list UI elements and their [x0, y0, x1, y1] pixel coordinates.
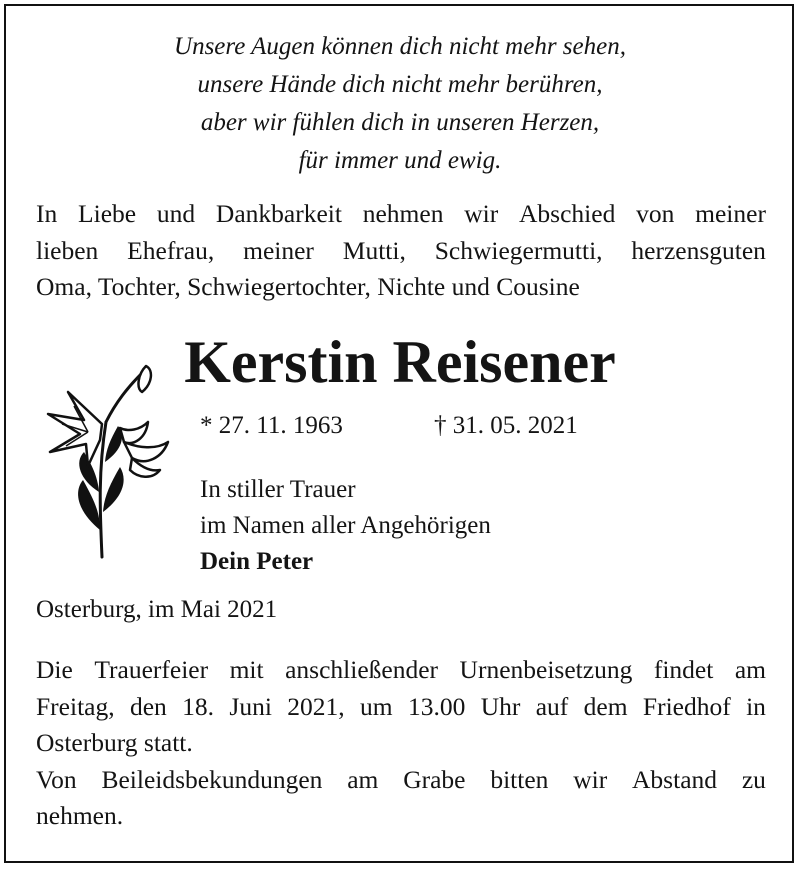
- details-line-4: [36, 762, 766, 799]
- word: Friedhof: [642, 691, 731, 721]
- word: Liebe: [78, 199, 137, 228]
- word: von: [636, 199, 675, 228]
- signoff-line: im Namen aller Angehörigen: [200, 512, 491, 539]
- details-line-5: nehmen.: [36, 801, 124, 830]
- word: nehmen: [362, 199, 444, 228]
- birth-date: * 27. 11. 1963: [200, 412, 343, 439]
- word: Dankbarkeit: [215, 199, 342, 228]
- details-line-1: [36, 652, 766, 689]
- signoff-line: In stiller Trauer: [200, 476, 356, 503]
- word: um: [360, 691, 393, 721]
- funeral-details-paragraph: [36, 652, 766, 835]
- word: Von: [36, 764, 77, 794]
- word: herzensguten: [631, 235, 766, 265]
- word: und: [156, 199, 196, 228]
- word: wir: [573, 764, 608, 794]
- word: Juni: [229, 691, 272, 721]
- word: anschließender: [285, 655, 439, 684]
- intro-line-1: [36, 196, 766, 233]
- verse-line: aber wir fühlen dich in unseren Herzen,: [200, 109, 600, 136]
- word: meiner: [243, 235, 314, 265]
- word: meiner: [695, 199, 766, 228]
- word: 18.: [182, 691, 215, 721]
- word: Mutti,: [342, 235, 406, 265]
- deceased-name: Kerstin Reisener: [184, 329, 616, 395]
- intro-line-3: Oma, Tochter, Schwiegertochter, Nichte und Cousine: [36, 272, 580, 301]
- place-and-date: Osterburg, im Mai 2021: [36, 596, 278, 623]
- word: Abstand: [632, 764, 718, 794]
- details-line-3: Osterburg statt.: [36, 728, 193, 757]
- word: 2021,: [287, 691, 345, 721]
- word: Ehefrau,: [127, 235, 215, 265]
- word: Urnenbeisetzung: [459, 655, 633, 684]
- word: Freitag,: [36, 691, 115, 721]
- word: Abschied: [519, 199, 616, 228]
- word: auf: [535, 691, 569, 721]
- word: in: [746, 691, 766, 721]
- verse-line: unsere Hände dich nicht mehr berühren,: [197, 71, 603, 98]
- word: Trauerfeier: [94, 655, 209, 684]
- word: den: [129, 691, 167, 721]
- word: Grabe: [403, 764, 466, 794]
- word: findet: [653, 655, 714, 684]
- intro-paragraph: [36, 196, 766, 306]
- word: am: [734, 655, 766, 684]
- intro-line-2: [36, 233, 766, 270]
- word: Beileidsbekundungen: [101, 764, 323, 794]
- word: Uhr: [480, 691, 521, 721]
- word: lieben: [36, 235, 99, 265]
- details-line-2: [36, 689, 766, 726]
- word: zu: [741, 764, 766, 794]
- lily-flower-icon: [28, 362, 178, 572]
- word: dem: [583, 691, 628, 721]
- verse-line: Unsere Augen können dich nicht mehr sehen,: [174, 33, 626, 60]
- mourners-signoff: [200, 472, 491, 580]
- word: wir: [464, 199, 499, 228]
- signer-name: Dein Peter: [200, 548, 314, 575]
- word: am: [347, 764, 379, 794]
- word: bitten: [490, 764, 549, 794]
- verse-line: für immer und ewig.: [298, 147, 502, 174]
- memorial-verse: [0, 28, 800, 180]
- word: In: [36, 199, 58, 228]
- word: Schwiegermutti,: [434, 235, 603, 265]
- word: Die: [36, 655, 73, 684]
- word: mit: [229, 655, 264, 684]
- word: 13.00: [407, 691, 466, 721]
- death-date: † 31. 05. 2021: [434, 412, 578, 439]
